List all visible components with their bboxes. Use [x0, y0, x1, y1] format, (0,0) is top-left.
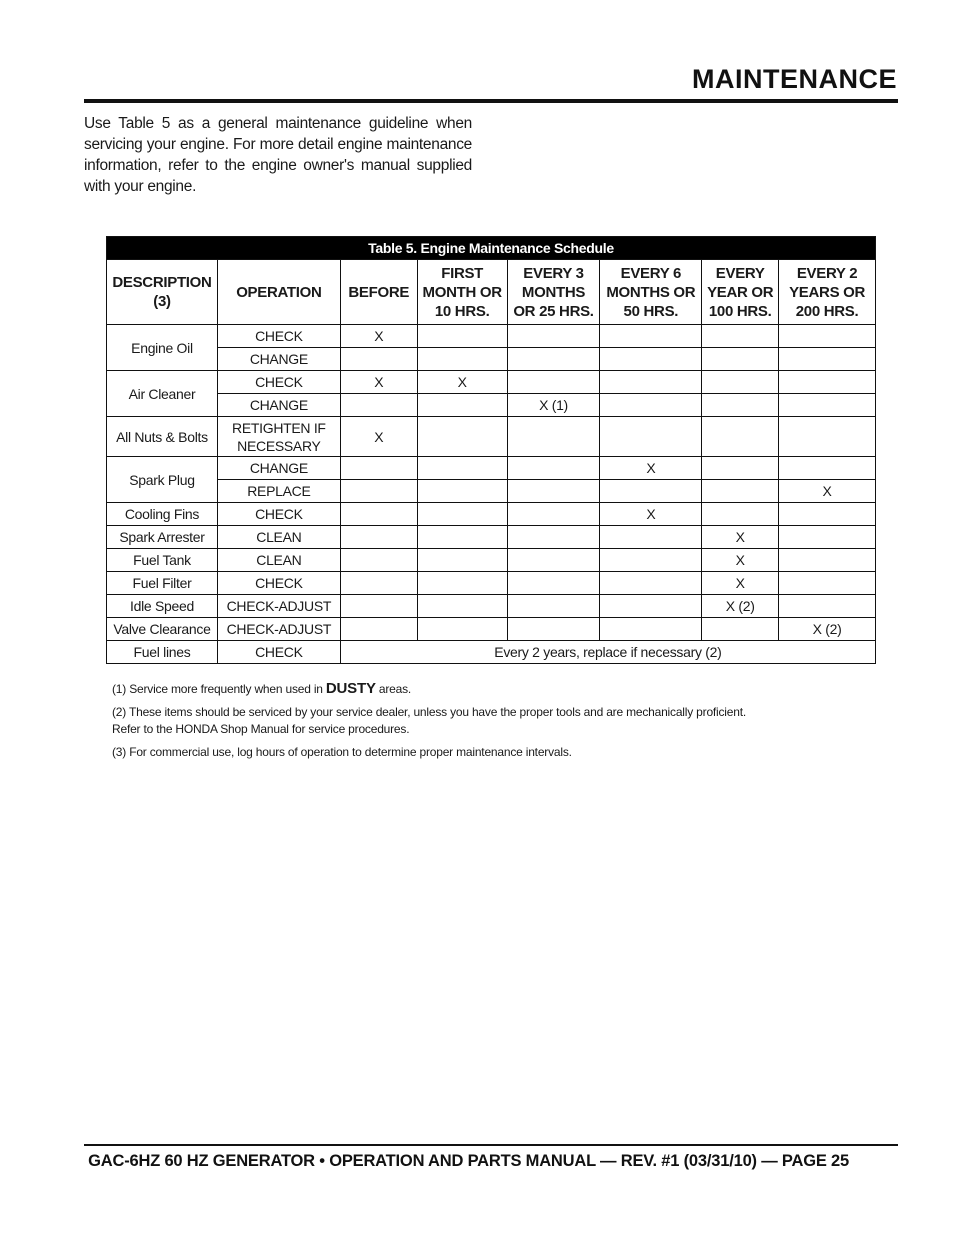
schedule-cell: X (1)	[507, 394, 600, 417]
schedule-cell	[779, 503, 876, 526]
maintenance-schedule-table	[106, 236, 876, 664]
row-description: All Nuts & Bolts	[107, 417, 218, 457]
schedule-cell: X (2)	[779, 618, 876, 641]
row-description: Engine Oil	[107, 325, 218, 371]
schedule-cell: X (2)	[702, 595, 779, 618]
schedule-cell	[507, 325, 600, 348]
table-row	[107, 417, 876, 457]
footnote-2: (2) These items should be serviced by your service dealer, unless you have the proper tools and are mechanically proficient. Refer to the HONDA Shop Manual for service procedures.	[112, 705, 746, 736]
row-operation: CHECK	[217, 641, 340, 664]
footer-rule	[84, 1144, 898, 1146]
row-description: Cooling Fins	[107, 503, 218, 526]
row-operation: CHECK	[217, 503, 340, 526]
schedule-cell	[417, 618, 507, 641]
schedule-cell: X	[340, 325, 417, 348]
schedule-cell	[600, 480, 702, 503]
schedule-cell	[417, 549, 507, 572]
schedule-cell: X	[417, 371, 507, 394]
schedule-cell	[340, 457, 417, 480]
schedule-cell	[779, 595, 876, 618]
column-header: EVERY 2 YEARS OR 200 HRS.	[779, 260, 876, 325]
schedule-cell	[600, 618, 702, 641]
schedule-cell	[507, 348, 600, 371]
intro-paragraph: Use Table 5 as a general maintenance guideline when servicing your engine. For more detail engine maintenance information, refer to the engine owner's manual supplied with your engine.	[84, 115, 472, 195]
table-row	[107, 572, 876, 595]
schedule-cell	[507, 417, 600, 457]
row-description: Valve Clearance	[107, 618, 218, 641]
header-rule	[84, 99, 898, 103]
row-operation: RETIGHTEN IF NECESSARY	[217, 417, 340, 457]
schedule-cell	[417, 595, 507, 618]
schedule-cell	[702, 394, 779, 417]
row-operation: CHECK	[217, 371, 340, 394]
row-operation: CHECK-ADJUST	[217, 595, 340, 618]
schedule-cell: X	[779, 480, 876, 503]
schedule-cell	[507, 457, 600, 480]
schedule-cell	[600, 595, 702, 618]
column-header: EVERY 6 MONTHS OR 50 HRS.	[600, 260, 702, 325]
schedule-cell	[340, 572, 417, 595]
schedule-cell	[702, 417, 779, 457]
table-row	[107, 457, 876, 480]
schedule-cell	[507, 503, 600, 526]
row-operation: CLEAN	[217, 549, 340, 572]
schedule-cell: X	[340, 417, 417, 457]
row-operation: CHECK-ADJUST	[217, 618, 340, 641]
schedule-cell	[340, 549, 417, 572]
schedule-cell	[340, 503, 417, 526]
column-header: BEFORE	[340, 260, 417, 325]
dusty-emphasis: DUSTY	[325, 680, 376, 697]
schedule-cell: X	[340, 371, 417, 394]
schedule-cell	[600, 526, 702, 549]
row-description: Idle Speed	[107, 595, 218, 618]
column-header: FIRST MONTH OR 10 HRS.	[417, 260, 507, 325]
row-description: Fuel Tank	[107, 549, 218, 572]
schedule-cell	[340, 394, 417, 417]
schedule-cell	[702, 371, 779, 394]
footnote-1: (1) Service more frequently when used in DUSTY areas.	[112, 680, 412, 697]
schedule-cell	[702, 348, 779, 371]
schedule-cell: X	[702, 549, 779, 572]
table-row	[107, 325, 876, 348]
schedule-cell	[702, 503, 779, 526]
schedule-cell	[507, 595, 600, 618]
schedule-cell	[417, 394, 507, 417]
schedule-cell	[417, 480, 507, 503]
row-description: Air Cleaner	[107, 371, 218, 417]
column-header: DESCRIPTION (3)	[107, 260, 218, 325]
table-row	[107, 618, 876, 641]
schedule-cell	[340, 595, 417, 618]
table-row	[107, 480, 876, 503]
schedule-cell	[702, 325, 779, 348]
table-row	[107, 371, 876, 394]
table-caption: Table 5. Engine Maintenance Schedule	[107, 237, 876, 260]
schedule-cell: X	[702, 526, 779, 549]
schedule-cell	[702, 618, 779, 641]
schedule-cell	[779, 417, 876, 457]
schedule-cell	[600, 348, 702, 371]
table-row	[107, 595, 876, 618]
table-row	[107, 503, 876, 526]
row-description: Spark Arrester	[107, 526, 218, 549]
page-footer: GAC-6HZ 60 HZ GENERATOR • OPERATION AND PARTS MANUAL — REV. #1 (03/31/10) — PAGE 25	[88, 1152, 849, 1170]
row-operation: CHANGE	[217, 394, 340, 417]
row-operation: REPLACE	[217, 480, 340, 503]
schedule-cell	[417, 325, 507, 348]
schedule-cell	[779, 394, 876, 417]
schedule-cell	[779, 371, 876, 394]
row-description: Fuel lines	[107, 641, 218, 664]
schedule-cell	[507, 480, 600, 503]
row-description: Spark Plug	[107, 457, 218, 503]
table-row	[107, 394, 876, 417]
schedule-cell	[417, 417, 507, 457]
schedule-cell: X	[600, 457, 702, 480]
schedule-cell	[507, 371, 600, 394]
table-header-row	[107, 260, 876, 325]
schedule-cell	[417, 572, 507, 595]
schedule-cell	[600, 394, 702, 417]
schedule-cell	[600, 371, 702, 394]
table-row	[107, 526, 876, 549]
schedule-cell	[417, 457, 507, 480]
schedule-cell	[340, 618, 417, 641]
schedule-cell	[507, 572, 600, 595]
schedule-cell	[417, 348, 507, 371]
schedule-cell	[702, 480, 779, 503]
page-title: MAINTENANCE	[692, 64, 897, 94]
schedule-cell	[779, 348, 876, 371]
table-row	[107, 348, 876, 371]
schedule-cell	[340, 348, 417, 371]
schedule-cell	[507, 549, 600, 572]
row-operation: CHECK	[217, 572, 340, 595]
schedule-cell	[417, 526, 507, 549]
schedule-cell	[779, 457, 876, 480]
table-footnotes	[112, 680, 772, 767]
schedule-cell	[417, 503, 507, 526]
schedule-cell	[779, 325, 876, 348]
column-header: EVERY YEAR OR 100 HRS.	[702, 260, 779, 325]
schedule-cell	[779, 526, 876, 549]
schedule-cell	[779, 549, 876, 572]
row-description: Fuel Filter	[107, 572, 218, 595]
schedule-cell	[600, 417, 702, 457]
schedule-cell	[507, 526, 600, 549]
schedule-cell: X	[600, 503, 702, 526]
column-header: EVERY 3 MONTHS OR 25 HRS.	[507, 260, 600, 325]
schedule-cell	[600, 325, 702, 348]
table-row	[107, 641, 876, 664]
schedule-cell	[600, 572, 702, 595]
footnote-3: (3) For commercial use, log hours of operation to determine proper maintenance intervals.	[112, 745, 572, 759]
schedule-cell: X	[702, 572, 779, 595]
row-operation: CHANGE	[217, 457, 340, 480]
schedule-cell	[507, 618, 600, 641]
column-header: OPERATION	[217, 260, 340, 325]
schedule-cell	[600, 549, 702, 572]
table-row	[107, 549, 876, 572]
schedule-cell	[340, 480, 417, 503]
schedule-cell	[340, 526, 417, 549]
schedule-span-cell: Every 2 years, replace if necessary (2)	[340, 641, 875, 664]
schedule-cell	[702, 457, 779, 480]
row-operation: CLEAN	[217, 526, 340, 549]
row-operation: CHECK	[217, 325, 340, 348]
schedule-cell	[779, 572, 876, 595]
row-operation: CHANGE	[217, 348, 340, 371]
